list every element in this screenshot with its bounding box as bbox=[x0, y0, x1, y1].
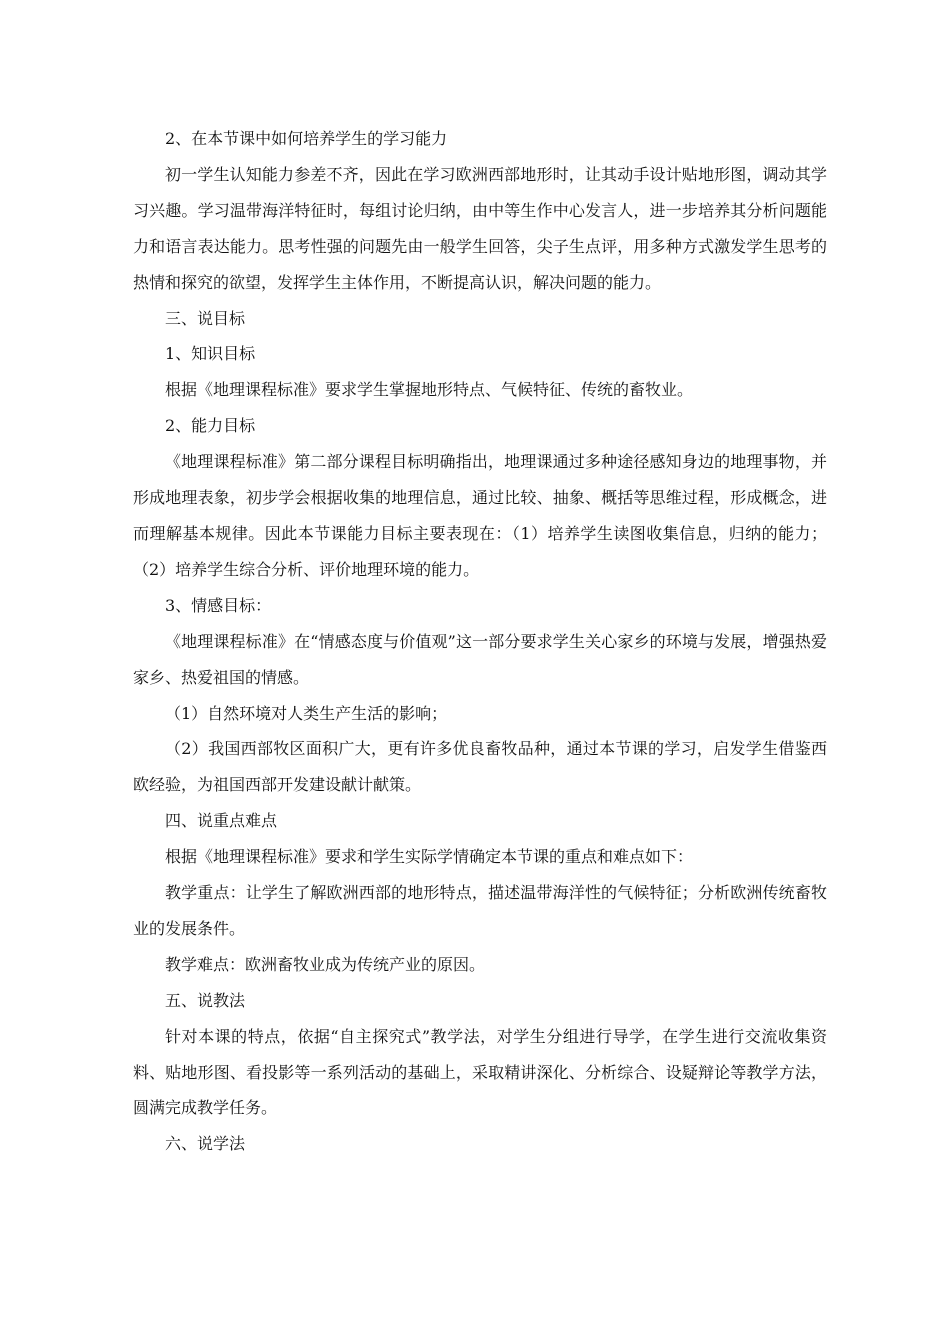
body-paragraph: （1）自然环境对人类生产生活的影响； bbox=[165, 703, 448, 723]
body-paragraph: 教学重点：让学生了解欧洲西部的地形特点，描述温带海洋性的气候特征；分析欧洲传统畜牧业的发展条件。 bbox=[133, 883, 827, 938]
section-heading: 2、能力目标 bbox=[165, 416, 256, 436]
section-heading: 五、说教法 bbox=[165, 990, 246, 1010]
section-heading: 2、在本节课中如何培养学生的学习能力 bbox=[165, 129, 448, 148]
body-paragraph: 根据《地理课程标准》要求学生掌握地形特点、气候特征、传统的畜牧业。 bbox=[165, 380, 694, 400]
body-paragraph: 针对本课的特点，依据“自主探究式”教学法，对学生分组进行导学，在学生进行交流收集资料、贴地形图、看投影等一系列活动的基础上，采取精讲深化、分析综合、设疑辩论等教学方法，圆满完成教学任务。 bbox=[133, 1026, 827, 1118]
body-paragraph: （2）我国西部牧区面积广大，更有许多优良畜牧品种，通过本节课的学习，启发学生借鉴西欧经验，为祖国西部开发建设献计献策。 bbox=[133, 739, 827, 795]
body-paragraph: 初一学生认知能力参差不齐，因此在学习欧洲西部地形时，让其动手设计贴地形图，调动其学习兴趣。学习温带海洋特征时，每组讨论归纳，由中等生作中心发言人，进一步培养其分析问题能力和语言表达能力。思考性强的问题先由一般学生回答，尖子生点评，用多种方式激发学生思考的热情和探究的欲望，发挥学生主体作用，不断提高认识，解决问题的能力。 bbox=[133, 164, 827, 292]
body-paragraph: 《地理课程标准》第二部分课程目标明确指出，地理课通过多种途径感知身边的地理事物，并形成地理表象，初步学会根据收集的地理信息，通过比较、抽象、概括等思维过程，形成概念，进而理解基本规律。因此本节课能力目标主要表现在：（1）培养学生读图收集信息，归纳的能力；（2）培养学生综合分析、评价地理环境的能力。 bbox=[133, 452, 827, 579]
section-heading: 3、情感目标： bbox=[165, 595, 272, 615]
section-heading: 六、说学法 bbox=[165, 1134, 246, 1154]
body-paragraph: 根据《地理课程标准》要求和学生实际学情确定本节课的重点和难点如下： bbox=[165, 847, 694, 867]
section-heading: 1、知识目标 bbox=[165, 344, 256, 364]
section-heading: 四、说重点难点 bbox=[165, 811, 278, 831]
body-paragraph: 《地理课程标准》在“情感态度与价值观”这一部分要求学生关心家乡的环境与发展，增强热爱家乡、热爱祖国的情感。 bbox=[133, 631, 827, 687]
body-paragraph: 教学难点：欧洲畜牧业成为传统产业的原因。 bbox=[165, 954, 486, 974]
section-heading: 三、说目标 bbox=[165, 308, 246, 328]
document-page bbox=[133, 121, 827, 1162]
